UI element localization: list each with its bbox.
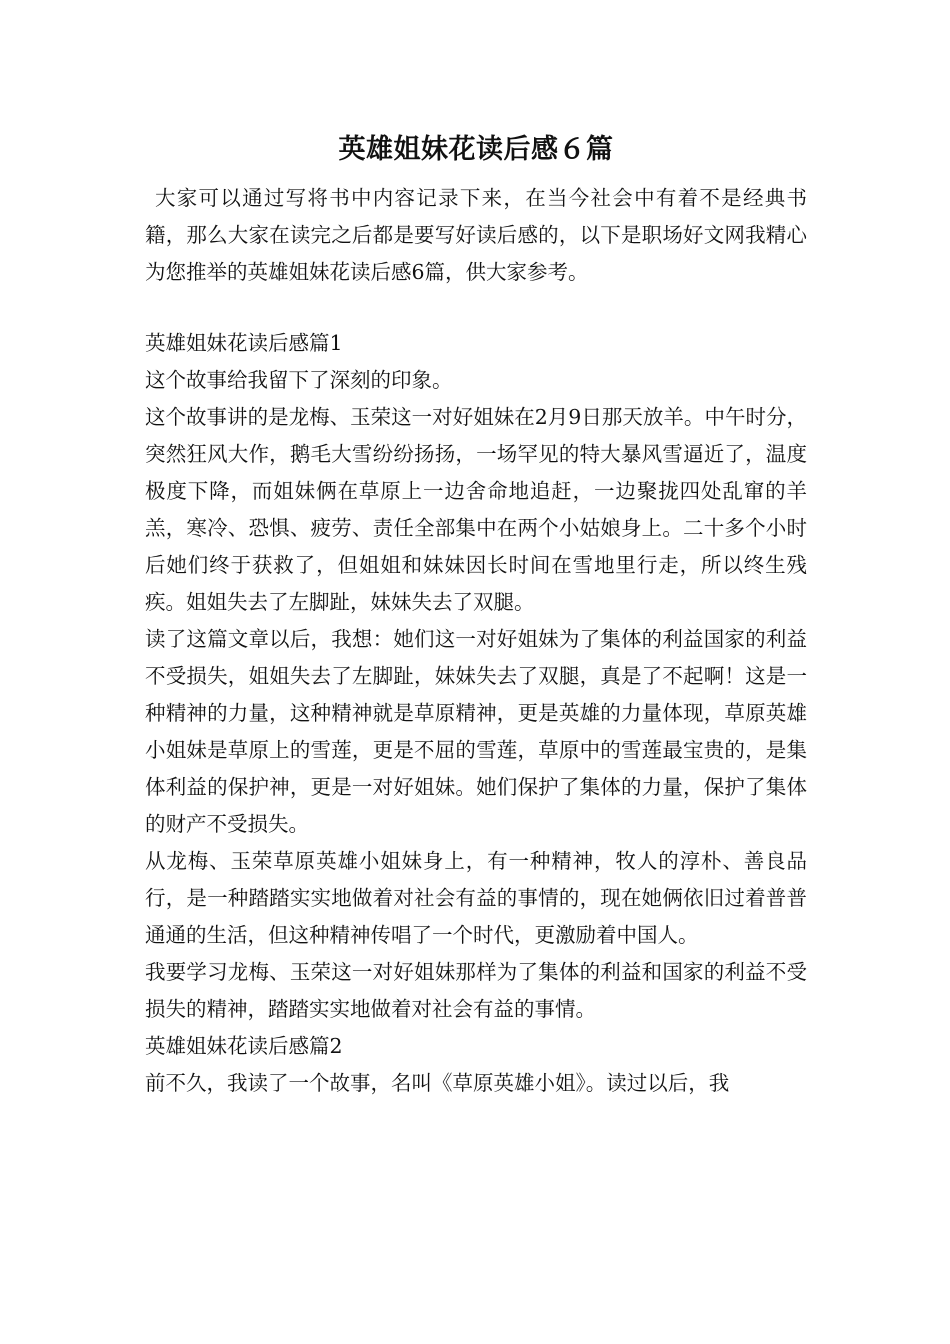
body-paragraph: 前不久，我读了一个故事，名叫《草原英雄小姐》。读过以后，我	[145, 1071, 730, 1095]
body-paragraph: 我要学习龙梅、玉荣这一对好姐妹那样为了集体的利益和国家的利益不受损失的精神，踏踏实实地做着对社会有益的事情。	[145, 960, 807, 1021]
body-paragraph: 这个故事讲的是龙梅、玉荣这一对好姐妹在2月9日那天放羊。中午时分，突然狂风大作，鹅毛大雪纷纷扬扬，一场罕见的特大暴风雪逼近了，温度极度下降，而姐妹俩在草原上一边舍命地追赶，一边聚拢四处乱窜的羊羔，寒冷、恐惧、疲劳、责任全部集中在两个小姑娘身上。二十多个小时后她们终于获救了，但姐姐和妹妹因长时间在雪地里行走，所以终生残疾。姐姐失去了左脚趾，妹妹失去了双腿。	[145, 405, 807, 614]
document-title: 英雄姐妹花读后感６篇	[338, 134, 614, 165]
body-paragraph: 这个故事给我留下了深刻的印象。	[145, 368, 453, 392]
section-heading: 英雄姐妹花读后感篇2	[145, 1034, 343, 1058]
document-page	[145, 128, 807, 1102]
section-heading: 英雄姐妹花读后感篇1	[145, 331, 343, 355]
section-2	[145, 1028, 807, 1102]
intro-paragraph: 大家可以通过写将书中内容记录下来，在当今社会中有着不是经典书籍，那么大家在读完之后都是要写好读后感的，以下是职场好文网我精心为您推举的英雄姐妹花读后感6篇，供大家参考。	[145, 186, 807, 284]
section-1	[145, 325, 807, 1028]
body-paragraph: 读了这篇文章以后，我想：她们这一对好姐妹为了集体的利益国家的利益不受损失，姐姐失去了左脚趾，妹妹失去了双腿，真是了不起啊！这是一种精神的力量，这种精神就是草原精神，更是英雄的力量体现，草原英雄小姐妹是草原上的雪莲，更是不屈的雪莲，草原中的雪莲最宝贵的，是集体利益的保护神，更是一对好姐妹。她们保护了集体的力量，保护了集体的财产不受损失。	[145, 627, 807, 836]
body-paragraph: 从龙梅、玉荣草原英雄小姐妹身上，有一种精神，牧人的淳朴、善良品行，是一种踏踏实实地做着对社会有益的事情的，现在她俩依旧过着普普通通的生活，但这种精神传唱了一个时代，更激励着中国人。	[145, 849, 807, 947]
